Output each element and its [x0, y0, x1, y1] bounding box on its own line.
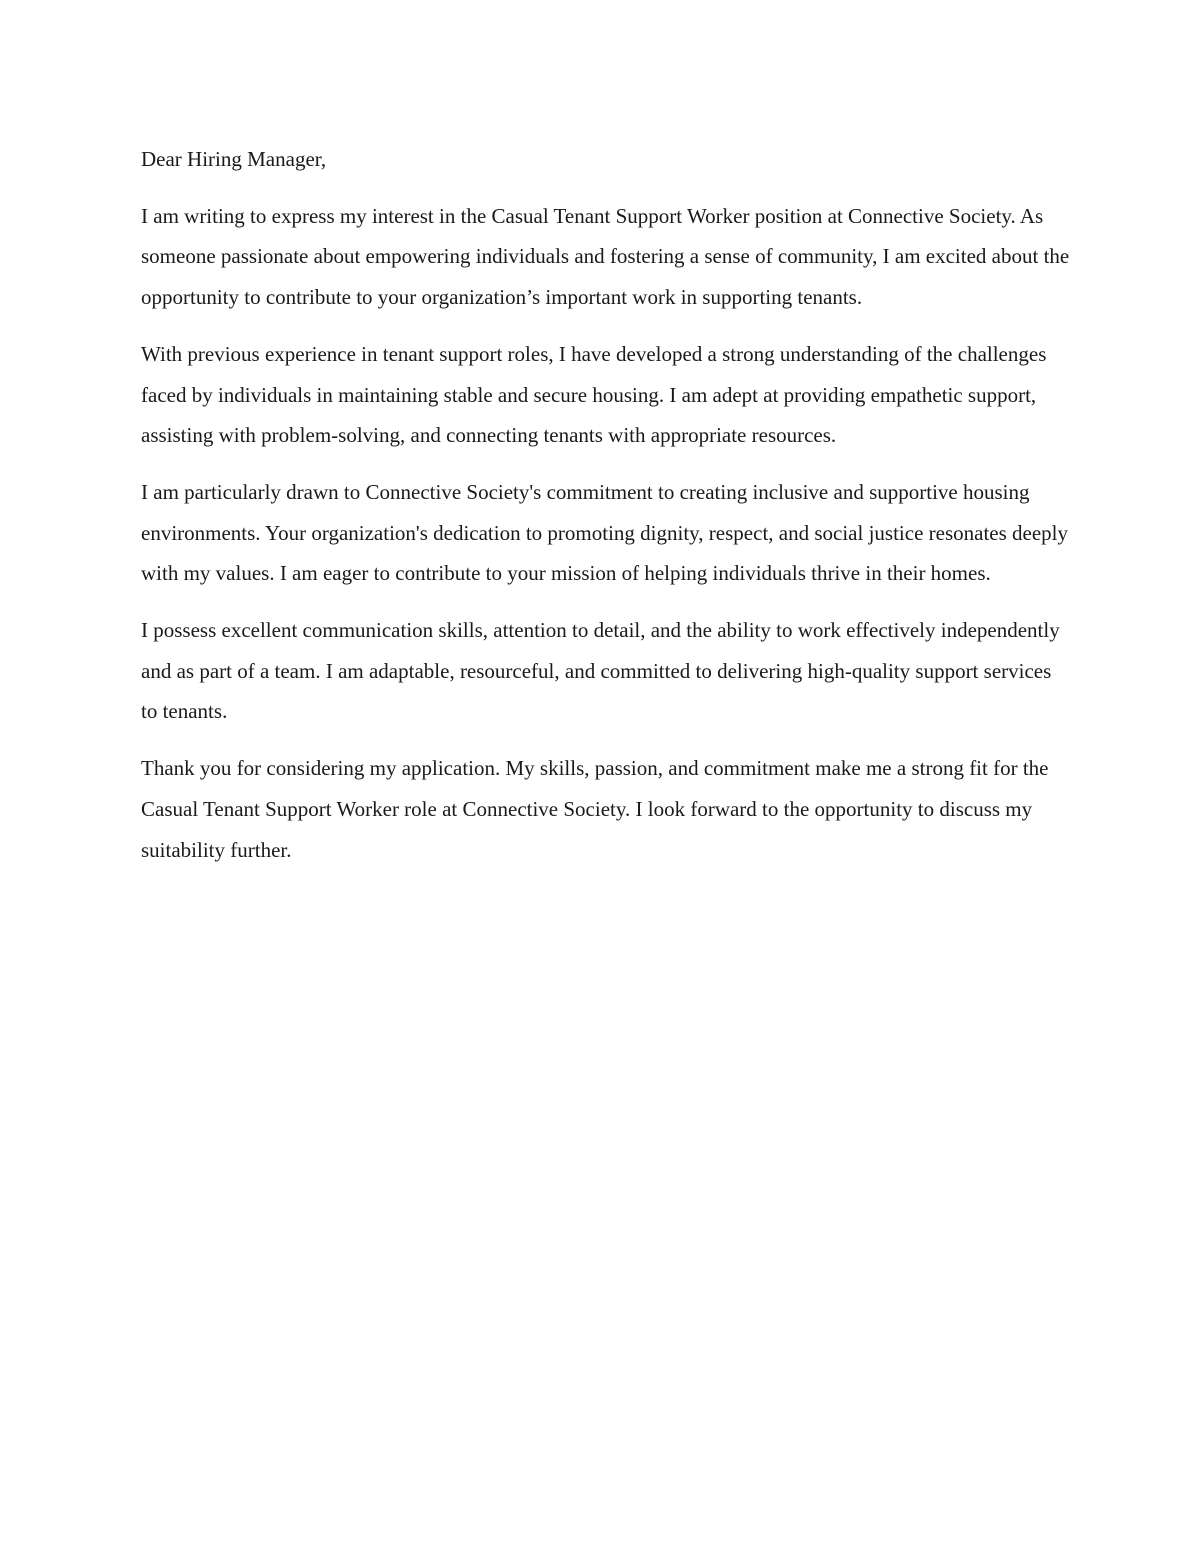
paragraph-closing: Thank you for considering my application. My skills, passion, and commitment make me a strong fit for the Casual Tenant Support Worker role at Connective Society. I look forward to the opportunity to discuss my suitability further.: [141, 756, 1049, 862]
paragraph-skills: I possess excellent communication skills, attention to detail, and the ability to work effectively independently and as part of a team. I am adaptable, resourceful, and committed to delivering high-quality support services to tenants.: [141, 618, 1060, 724]
paragraph-experience: With previous experience in tenant support roles, I have developed a strong understanding of the challenges faced by individuals in maintaining stable and secure housing. I am adept at providing empathetic support, assisting with problem-solving, and connecting tenants with appropriate resources.: [141, 341, 1047, 448]
cover-letter-body: [141, 139, 1071, 886]
paragraph-motivation: I am particularly drawn to Connective Society's commitment to creating inclusive and supportive housing environments. Your organization's dedication to promoting dignity, respect, and social justice resonates deeply with my values. I am eager to contribute to your mission of helping individuals thrive in their homes.: [141, 479, 1069, 586]
salutation: Dear Hiring Manager,: [141, 147, 327, 171]
paragraph-interest: I am writing to express my interest in the Casual Tenant Support Worker position at Connective Society. As someone passionate about empowering individuals and fostering a sense of community, I am excited about the opportunity to contribute to your organization’s important work in supporting tenants.: [141, 203, 1070, 310]
